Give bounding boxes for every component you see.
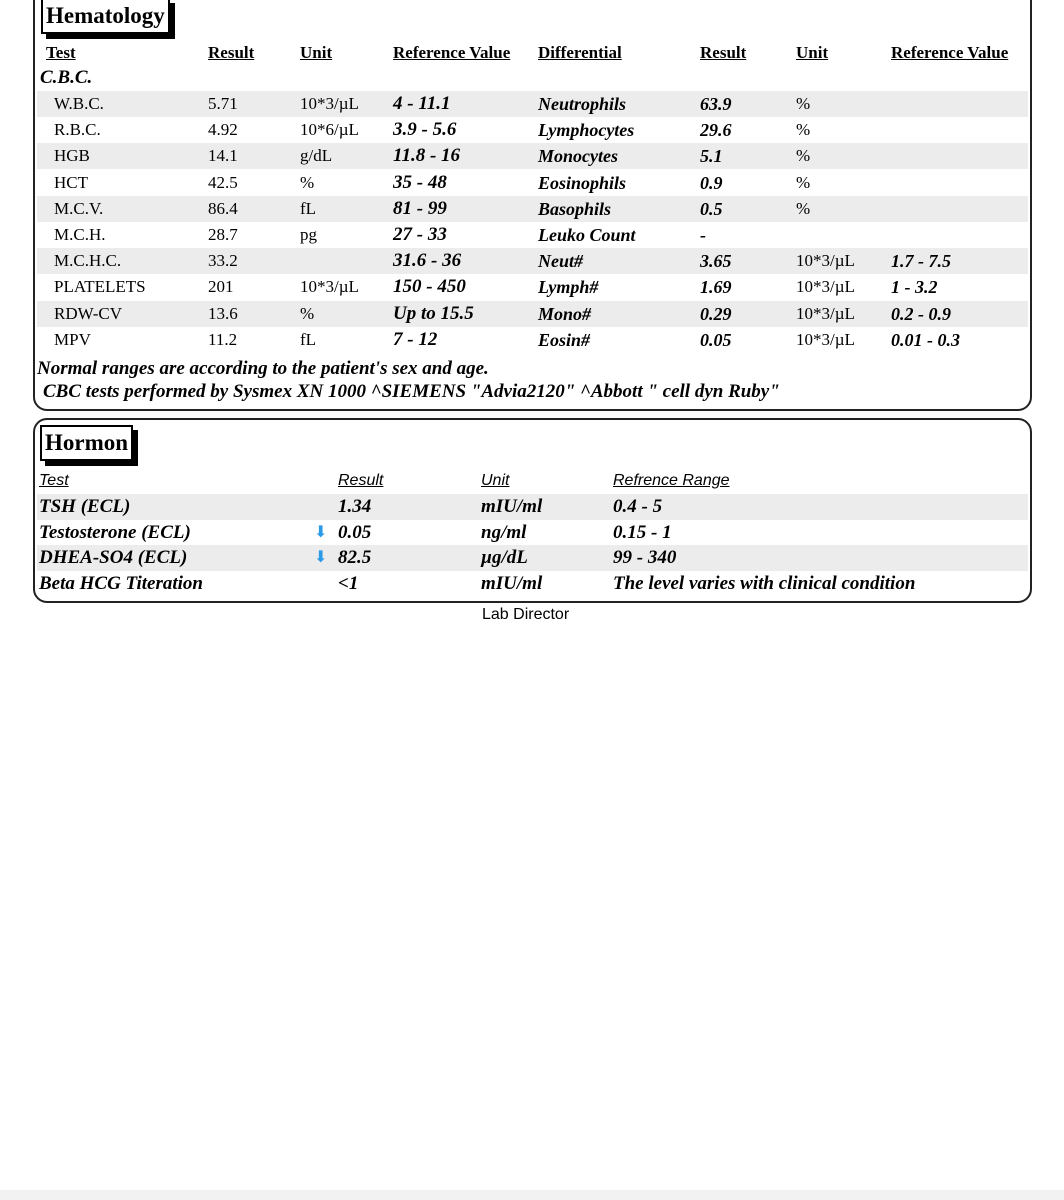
group-row [37,65,1028,91]
differential-name: Neut# [538,251,583,272]
header-unit: Unit [481,472,510,489]
header-result: Result [208,43,255,62]
differential-reference: 0.2 - 0.9 [891,303,951,324]
unit: g/dL [300,146,333,166]
reference-value: 150 - 450 [393,276,466,298]
differential-reference: 1 - 3.2 [891,277,938,298]
test-name: R.B.C. [54,120,101,140]
header-differential: Differential [538,43,622,62]
low-flag-arrow-icon: ⬇ [314,549,328,566]
table-row [37,327,1028,353]
header-range: Refrence Range [613,472,730,489]
reference-value: 31.6 - 36 [393,250,462,272]
reference-value: 81 - 99 [393,197,447,219]
differential-unit: % [796,94,811,113]
unit: µg/dL [481,547,528,568]
test-name: MPV [54,329,91,349]
reference-value: 11.8 - 16 [393,145,461,167]
note-methods: CBC tests performed by Sysmex XN 1000 ^SIEMENS "Advia2120" ^Abbott " cell dyn Ruby" [43,381,780,402]
table-row [37,274,1028,300]
table-header [37,40,1028,66]
differential-unit: 10*3/µL [796,303,855,323]
test-name: Beta HCG Titeration [39,572,203,594]
differential-unit: % [796,172,811,192]
unit: ng/ml [481,521,527,543]
reference-value: 7 - 12 [393,328,438,350]
differential-reference: 1.7 - 7.5 [891,251,951,272]
result-value: 42.5 [208,172,238,192]
test-name: HCT [54,172,88,192]
differential-name: Lymph# [538,277,599,298]
table-row [37,520,1028,546]
differential-result: - [700,225,706,245]
differential-name: Eosin# [538,329,591,350]
unit: 10*3/µL [300,277,359,297]
differential-result: 1.69 [700,277,732,298]
header-result2: Result [700,43,747,62]
header-result: Result [338,472,384,489]
unit: fL [300,198,317,218]
unit: mIU/ml [481,496,543,517]
differential-unit: % [796,146,811,166]
test-name: TSH (ECL) [39,496,131,517]
unit: % [300,172,315,192]
header-unit: Unit [300,43,333,62]
differential-name: Leuko Count [538,225,636,245]
test-name: RDW-CV [54,303,122,323]
result-value: 14.1 [208,146,238,166]
unit: 10*3/µL [300,94,359,113]
result-value: 28.7 [208,225,238,244]
bottom-bar [0,1190,1064,1200]
table-row [37,248,1028,274]
differential-result: 0.9 [700,172,723,193]
test-name: PLATELETS [54,277,146,297]
reference-value: 4 - 11.1 [393,93,451,114]
differential-name: Mono# [538,303,592,324]
note-ranges: Normal ranges are according to the patient's sex and age. [37,358,489,379]
differential-result: 29.6 [700,120,732,141]
reference-range: 99 - 340 [613,547,677,568]
differential-unit: 10*3/µL [796,329,855,349]
unit: fL [300,329,317,349]
differential-result: 0.05 [700,329,732,350]
differential-name: Neutrophils [538,94,627,114]
differential-name: Eosinophils [538,172,627,193]
differential-name: Lymphocytes [538,120,635,141]
unit: pg [300,225,317,244]
result-value: 0.05 [338,521,372,543]
test-name: M.C.V. [54,198,104,218]
test-name: M.C.H. [54,225,106,244]
table-row [37,117,1028,143]
unit: 10*6/µL [300,120,359,140]
unit: mIU/ml [481,572,543,594]
differential-name: Monocytes [538,146,618,167]
table-row [37,494,1028,520]
differential-result: 63.9 [700,94,732,114]
differential-unit: 10*3/µL [796,251,855,271]
test-name: HGB [54,146,90,166]
header-unit2: Unit [796,43,829,62]
table-header [37,468,1028,494]
hematology-section [33,0,1032,411]
test-name: DHEA-SO4 (ECL) [39,547,188,568]
result-value: 33.2 [208,251,238,271]
reference-value: 3.9 - 5.6 [393,119,457,141]
test-name: M.C.H.C. [54,251,122,271]
header-reference2: Reference Value [891,43,1009,62]
table-row [37,571,1028,597]
unit: % [300,303,315,323]
header-test: Test [39,472,69,489]
reference-range: 0.15 - 1 [613,521,672,543]
result-value: 1.34 [338,496,372,517]
result-value: 13.6 [208,303,238,323]
section-title: Hormon [40,425,133,461]
differential-unit: 10*3/µL [796,277,855,297]
header-test: Test [46,43,76,62]
table-row [37,91,1028,117]
table-row [37,143,1028,169]
differential-unit: % [796,120,811,140]
group-label: C.B.C. [40,67,93,88]
result-value: 11.2 [208,329,238,349]
differential-result: 0.29 [700,303,732,324]
result-value: 82.5 [338,547,372,568]
low-flag-arrow-icon: ⬇ [314,523,328,541]
reference-value: 27 - 33 [393,224,447,245]
result-value: 5.71 [208,94,238,113]
table-row [37,196,1028,222]
table-row [37,222,1028,248]
lab-director-label: Lab Director [482,606,570,623]
table-row [37,545,1028,571]
hormon-section [33,418,1032,603]
reference-range: 0.4 - 5 [613,496,663,517]
differential-result: 0.5 [700,198,723,219]
result-value: 201 [208,277,234,297]
result-value: 4.92 [208,120,238,140]
differential-name: Basophils [538,198,612,219]
reference-value: Up to 15.5 [393,302,474,324]
reference-range: The level varies with clinical condition [613,572,916,594]
result-value: 86.4 [208,198,238,218]
differential-result: 5.1 [700,146,723,167]
table-row [37,301,1028,327]
test-name: Testosterone (ECL) [39,521,191,543]
reference-value: 35 - 48 [393,171,447,193]
section-title: Hematology [41,0,170,34]
header-reference: Reference Value [393,43,511,62]
differential-reference: 0.01 - 0.3 [891,329,960,350]
differential-unit: % [796,198,811,218]
differential-result: 3.65 [700,251,732,272]
test-name: W.B.C. [54,94,104,113]
table-row [37,170,1028,196]
result-value: <1 [338,572,359,594]
